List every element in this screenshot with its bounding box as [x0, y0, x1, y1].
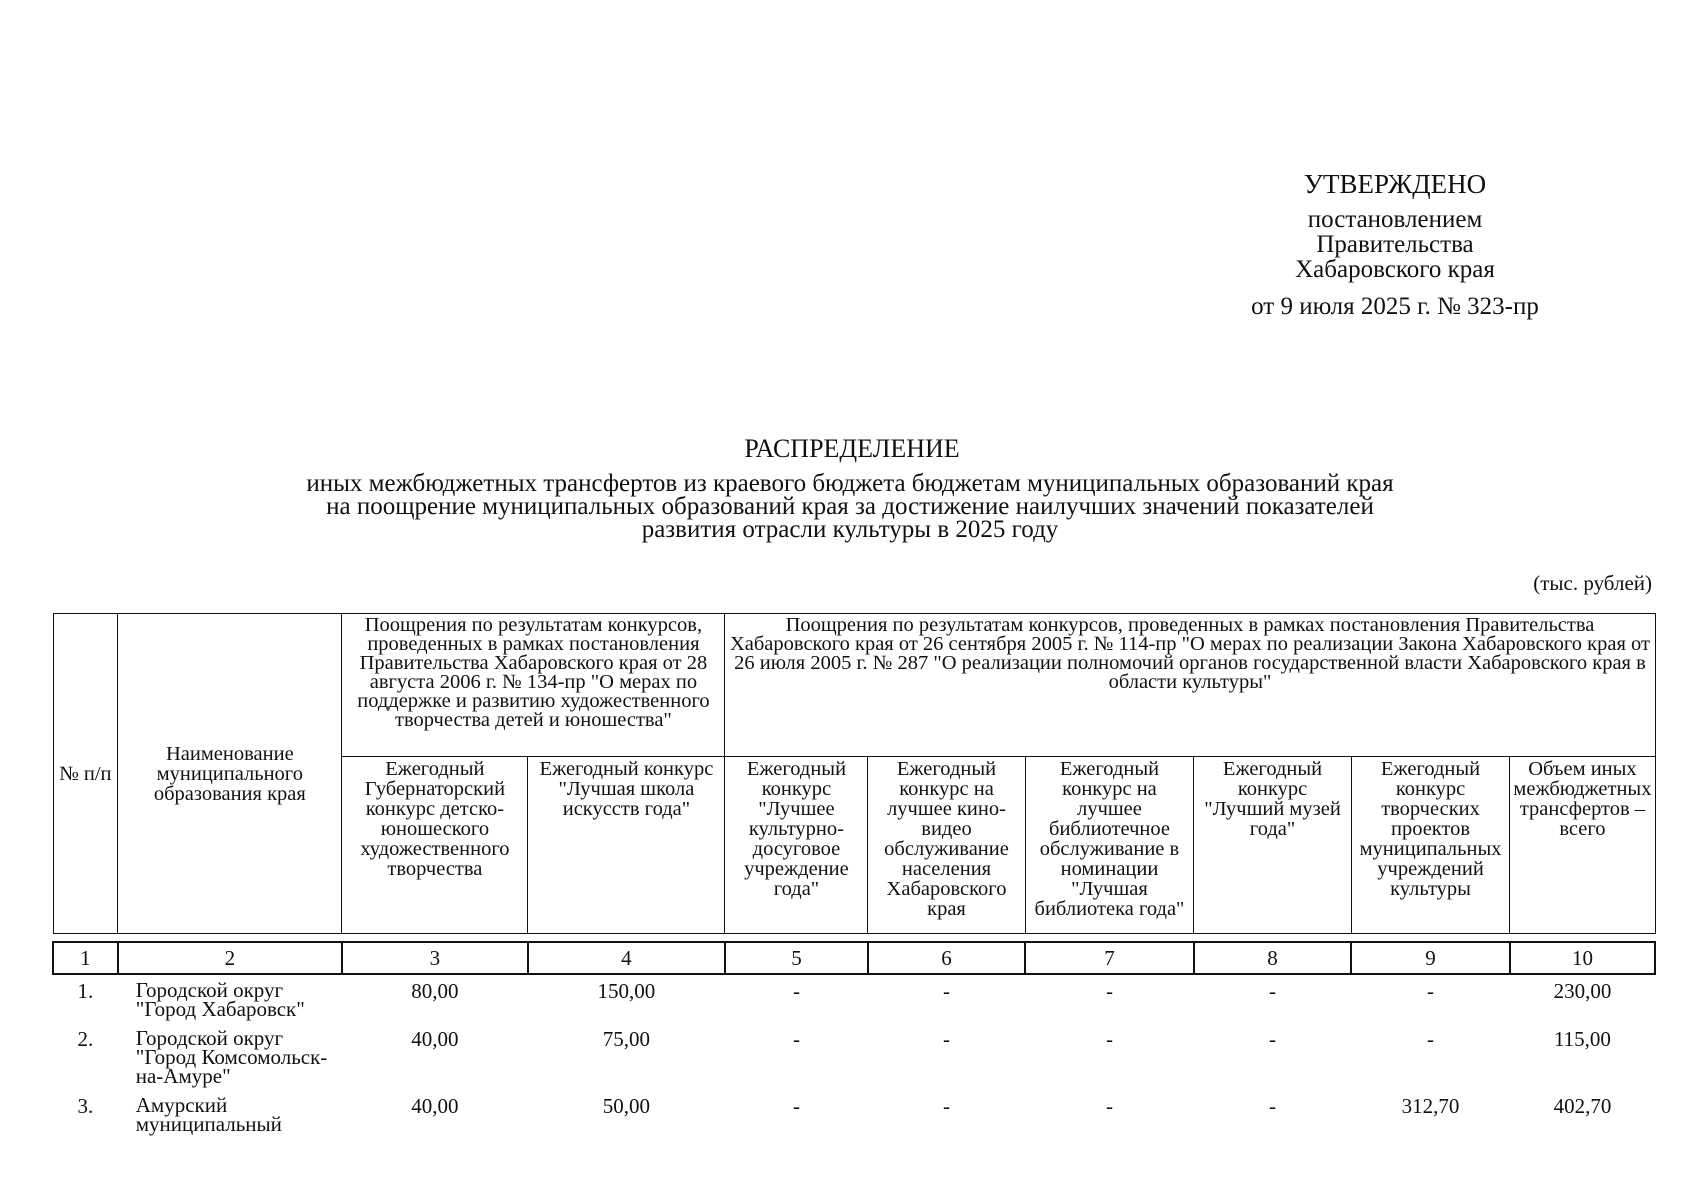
header-row-groups	[53, 614, 1655, 757]
cell-value: -	[1105, 979, 1113, 1003]
header-col-5: Ежегодный конкурс "Лучшее культурно-досуговое учреждение года"	[725, 757, 868, 934]
cell-value: -	[1427, 979, 1435, 1003]
cell-value: -	[1269, 979, 1277, 1003]
cell-value: -	[1427, 1027, 1435, 1051]
approval-date: от 9 июля 2025 г. № 323-пр	[1251, 293, 1539, 320]
column-number: 1	[53, 942, 118, 974]
column-number: 8	[1194, 942, 1351, 974]
row-number: 2.	[77, 1027, 94, 1051]
subtitle-line-3: развития отрасли культуры в 2025 году	[641, 516, 1059, 543]
column-number: 5	[725, 942, 868, 974]
column-number-row	[53, 942, 1655, 974]
table-row	[53, 1023, 1655, 1090]
cell-value: -	[1105, 1094, 1113, 1118]
column-number: 3	[342, 942, 528, 974]
cell-value: -	[792, 1027, 800, 1051]
cell-value: 312,70	[1401, 1094, 1460, 1118]
cell-value: -	[943, 1027, 950, 1051]
header-name: Наименование муниципального образования края	[118, 614, 342, 934]
units-label: (тыс. рублей)	[1533, 571, 1652, 595]
document-title: РАСПРЕДЕЛЕНИЕ	[744, 434, 960, 463]
table-row	[53, 1090, 1655, 1138]
cell-value: -	[1269, 1094, 1277, 1118]
header-num: № п/п	[53, 614, 118, 934]
header-group-2: Поощрения по результатам конкурсов, проведенных в рамках постановления Правительства Хабаровского края от 26 сентября 2005 г. № 114-пр "О мерах по реализации Закона Хабаровского края от 26 июля 2005 г. № 287 "О реализации полномочий органов государственной власти Хабаровского края в области культуры"	[725, 614, 1655, 757]
column-number: 4	[528, 942, 725, 974]
row-number: 3.	[77, 1094, 94, 1118]
cell-value: 40,00	[411, 1027, 459, 1051]
column-number: 10	[1510, 942, 1655, 974]
cell-value: 75,00	[602, 1027, 651, 1051]
municipality-name: Городской округ "Город Комсомольск-на-Амуре"	[135, 1026, 328, 1088]
column-number: 2	[118, 942, 342, 974]
approval-heading: УТВЕРЖДЕНО	[1303, 169, 1487, 199]
cell-value: -	[1269, 1027, 1277, 1051]
municipality-name: Городской округ "Город Хабаровск"	[135, 978, 305, 1021]
cell-value: -	[1105, 1027, 1113, 1051]
row-number: 1.	[77, 979, 94, 1003]
approval-line-2: Правительства	[1316, 231, 1474, 258]
header-col-8: Ежегодный конкурс "Лучший музей года"	[1194, 757, 1351, 934]
column-number: 6	[868, 942, 1025, 974]
cell-value: -	[792, 1094, 800, 1118]
header-col-3: Ежегодный Губернаторский конкурс детско-юношеского художественного творчества	[342, 757, 528, 934]
cell-total: 115,00	[1553, 1027, 1611, 1051]
cell-total: 402,70	[1553, 1094, 1612, 1118]
header-col-6: Ежегодный конкурс на лучшее кино-видео обслуживание населения Хабаровского края	[868, 757, 1025, 934]
header-gap	[53, 934, 1655, 943]
subtitle-line-2: на поощрение муниципальных образований края за достижение наилучших значений показателей	[326, 493, 1374, 520]
cell-value: 40,00	[411, 1094, 459, 1118]
subtitle-line-1: иных межбюджетных трансфертов из краевого бюджета бюджетам муниципальных образований края	[306, 470, 1394, 497]
cell-value: 150,00	[597, 979, 656, 1003]
cell-value: -	[943, 979, 950, 1003]
header-col-9: Ежегодный конкурс творческих проектов муниципальных учреждений культуры	[1351, 757, 1510, 934]
cell-total: 230,00	[1553, 979, 1612, 1003]
distribution-table	[52, 613, 1656, 1138]
approval-line-3: Хабаровского края	[1295, 256, 1495, 283]
cell-value: 80,00	[411, 979, 459, 1003]
approval-line-1: постановлением	[1307, 206, 1483, 233]
cell-value: 50,00	[602, 1094, 651, 1118]
municipality-name: Амурский муниципальный	[135, 1093, 282, 1136]
cell-value: -	[792, 979, 800, 1003]
column-number: 9	[1351, 942, 1510, 974]
table-row	[53, 974, 1655, 1023]
header-col-7: Ежегодный конкурс на лучшее библиотечное обслуживание в номинации "Лучшая библиотека года"	[1025, 757, 1194, 934]
cell-value: -	[943, 1094, 950, 1118]
header-col-10: Объем иных межбюджетных трансфертов – всего	[1510, 757, 1655, 934]
document-subtitle	[200, 472, 1500, 541]
column-number: 7	[1025, 942, 1194, 974]
header-col-4: Ежегодный конкурс "Лучшая школа искусств года"	[528, 757, 725, 934]
approval-block	[1215, 169, 1575, 320]
header-group-1: Поощрения по результатам конкурсов, проведенных в рамках постановления Правительства Хабаровского края от 28 августа 2006 г. № 134-пр "О мерах по поддержке и развитию художественного творчества детей и юношества"	[342, 614, 725, 757]
